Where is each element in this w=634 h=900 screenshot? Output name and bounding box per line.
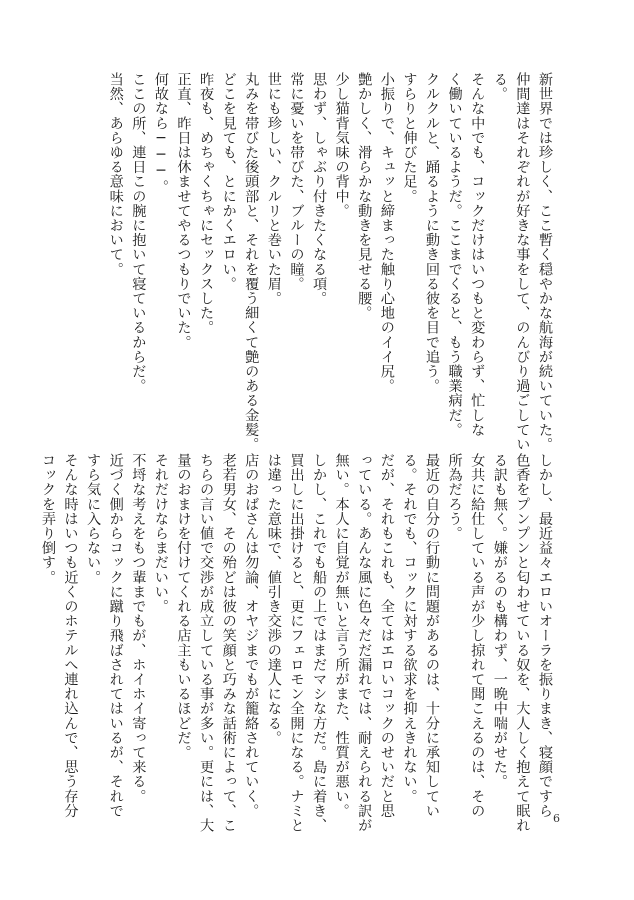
text-line: そんな時はいつも近くのホテルへ連れ込んで、思う存分	[62, 453, 79, 818]
text-line: 女共に給仕している声が少し掠れて聞こえるのは、その	[469, 453, 486, 818]
text-line: そんな中でも、コックだけはいつもと変わらず、忙しな	[469, 72, 486, 437]
text-line: ちらの言い値で交渉が成立している事が多い。更には、大	[198, 453, 215, 833]
text-line: すらりと伸びた足。	[401, 72, 418, 204]
text-line: 所為だろう。	[446, 453, 463, 541]
text-line: どこを見ても、とにかくエロい。	[220, 72, 237, 291]
text-line: ここの所、連日この腕に抱いて寝ているからだ。	[130, 72, 147, 394]
text-line: 何故なら───。	[152, 72, 169, 195]
text-line: 正直、昨日は休ませてやるつもりでいた。	[175, 72, 192, 350]
text-line: 艶かしく、滑らかな動きを見せる腰。	[356, 72, 373, 321]
text-line: る訳も無く。嫌がるのも構わず、一晩中喘がせた。	[491, 453, 508, 789]
text-line: しかし、最近益々エロいオーラを振りまき、寝顔ですら	[537, 453, 553, 818]
text-line: しかし、これでも船の上ではまだマシな方だ。島に着き、	[311, 453, 328, 833]
text-line: それだけならまだいい。	[152, 453, 169, 614]
page-number: 6	[553, 812, 560, 825]
lower-text-block	[36, 453, 556, 833]
text-line: く働いているようだ。ここまでくると、もう職業病だ。	[446, 72, 463, 437]
text-line: 小振りで、キュッと締まった触り心地のイイ尻。	[378, 72, 395, 394]
text-line: 無い。本人に自覚が無いと言う所がまた、性質が悪い。	[333, 453, 350, 818]
text-line: る。	[491, 72, 508, 102]
text-line: る。それでも、コックに対する欲求を抑えきれない。	[401, 453, 418, 804]
text-line: だが、それもこれも、全てはエロいコックのせいだと思	[378, 453, 395, 818]
text-line: 店のおばさんは勿論、オヤジまでもが籠絡されていく。	[243, 453, 260, 818]
text-line: 思わず、しゃぶり付きたくなる項。	[311, 72, 328, 306]
text-line: っている。あんな風に色々だだ漏れでは、耐えられる訳が	[356, 453, 373, 833]
text-line: 量のおまけを付けてくれる店主もいるほどだ。	[175, 453, 192, 760]
text-line: 少し猫背気味の背中。	[333, 72, 350, 218]
text-line: 世にも珍しい、クルリと巻いた眉。	[265, 72, 282, 306]
text-line: 近づく側からコックに蹴り飛ばされてはいるが、それで	[107, 453, 124, 818]
text-line: 丸みを帯びた後頭部と、それを覆う細くて艶のある金髪。	[243, 72, 260, 452]
text-line: 新世界では珍しく、ここ暫く穏やかな航海が続いていた。	[537, 72, 553, 452]
text-line: 当然、あらゆる意味において。	[107, 72, 124, 277]
text-line: コックを弄り倒す。	[39, 453, 56, 585]
text-line: すら気に入らない。	[85, 453, 102, 585]
text-line: 常に憂いを帯びた、ブルーの瞳。	[288, 72, 305, 291]
text-line: 色香をプンプンと匂わせている奴を、大人しく抱えて眠れ	[514, 453, 531, 833]
text-line: 最近の自分の行動に問題があるのは、十分に承知してい	[424, 453, 441, 818]
text-line: は違った意味で、値引き交渉の達人になる。	[265, 453, 282, 745]
text-line: 不埒な考えをもつ輩までもが、ホイホイ寄って来る。	[130, 453, 147, 804]
text-line: 買出しに出掛けると、更にフェロモン全開になる。ナミと	[288, 453, 305, 833]
text-line: 老若男女、その殆どは彼の笑顔と巧みな話術によって、こ	[220, 453, 237, 833]
text-line: 昨夜も、めちゃくちゃにセックスした。	[198, 72, 215, 335]
upper-text-block	[104, 72, 556, 452]
text-line: クルクルと、踊るように動き回る彼を目で追う。	[424, 72, 441, 394]
text-line: 仲間達はそれぞれが好きな事をして、のんびり過ごしてい	[514, 72, 531, 452]
